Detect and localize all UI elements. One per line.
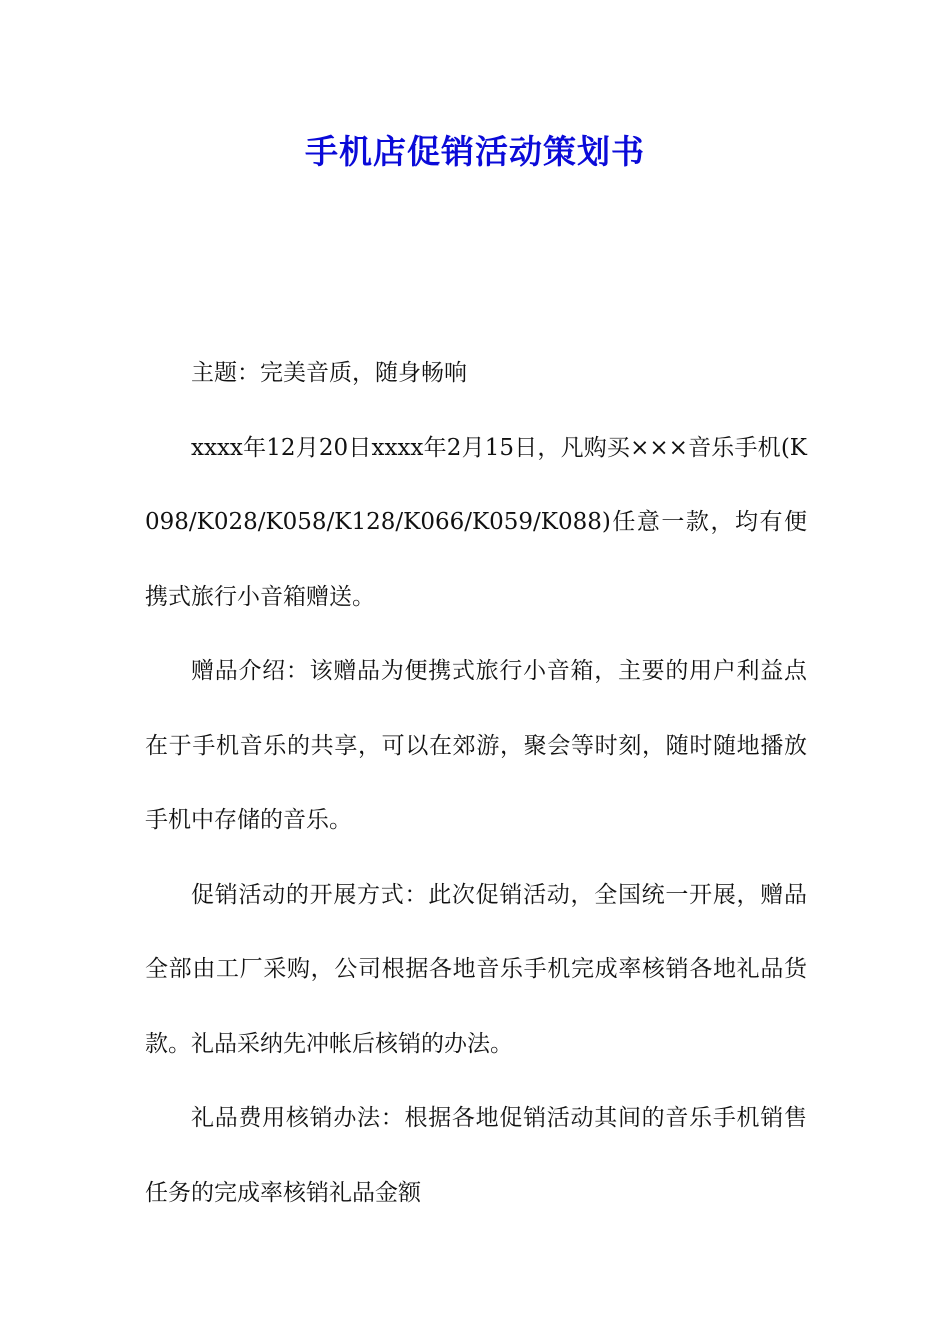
paragraph-gift-cost-writeoff: 礼品费用核销办法：根据各地促销活动其间的音乐手机销售任务的完成率核销礼品金额 — [145, 1105, 807, 1206]
paragraph-promotion-method: 促销活动的开展方式：此次促销活动，全国统一开展，赠品全部由工厂采购，公司根据各地音乐手机完成率核销各地礼品货款。礼品采纳先冲帐后核销的办法。 — [145, 881, 807, 1057]
paragraph-gift-intro: 赠品介绍：该赠品为便携式旅行小音箱，主要的用户利益点在于手机音乐的共享，可以在郊游，聚会等时刻，随时随地播放手机中存储的音乐。 — [145, 658, 807, 833]
paragraph-promotion-period: xxxx年12月20日xxxx年2月15日，凡购买×××音乐手机(K098/K028/K058/K128/K066/K059/K088)任意一款，均有便携式旅行小音箱赠送。 — [145, 434, 807, 610]
document-body — [145, 336, 807, 1230]
document-title: 手机店促销活动策划书 — [305, 132, 645, 171]
paragraph-theme: 主题：完美音质，随身畅响 — [191, 360, 467, 386]
